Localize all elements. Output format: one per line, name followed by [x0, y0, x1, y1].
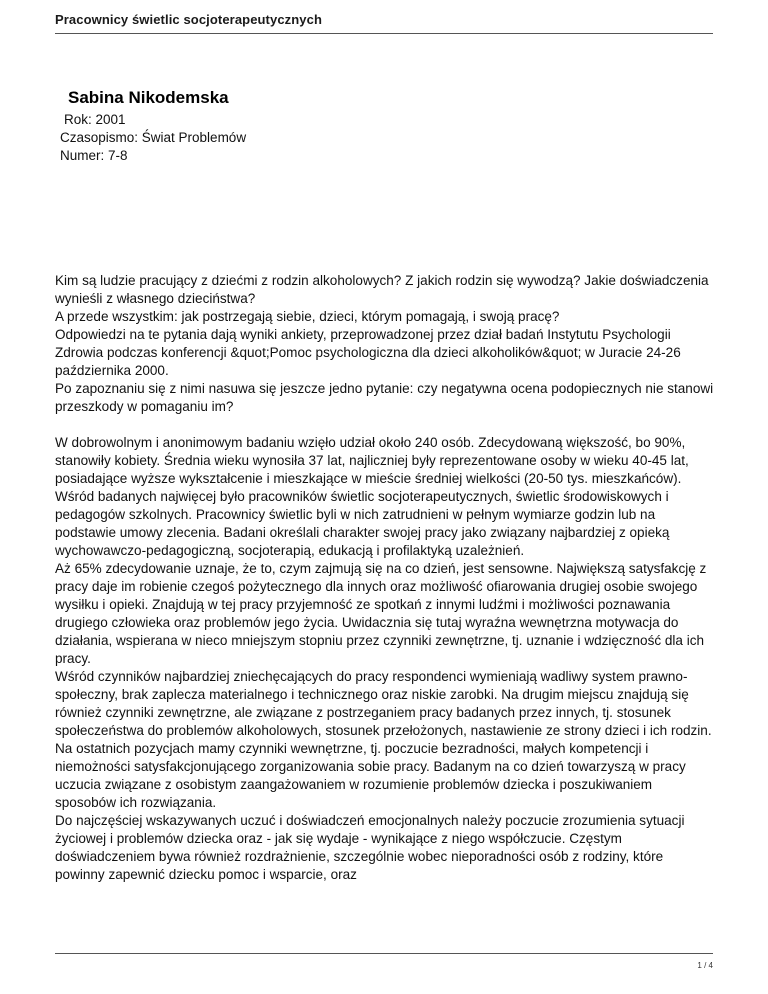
intro-text: Kim są ludzie pracujący z dziećmi z rodzin alkoholowych? Z jakich rodzin się wywodzą? Jakie doświadczenia wynieśli z własnego dzieciństwa? A przede wszystkim: jak postrzegają siebie, dzieci, którym pomagają, i swoją pracę? Odpowiedzi na te pytania dają wyniki ankiety, przeprowadzonej przez dział badań Instytutu Psychologii Zdrowia podczas konferencji &quot;Pomoc psychologiczna dla dzieci alkoholików&quot; w Juracie 24-26 października 2000. Po zapoznaniu się z nimi nasuwa się jeszcze jedno pytanie: czy negatywna ocena podopiecznych nie stanowi przeszkody w pomaganiu im?	[55, 273, 714, 414]
running-header: Pracownicy świetlic socjoterapeutycznych	[55, 12, 322, 27]
article-body	[55, 272, 715, 902]
intro-paragraph	[55, 272, 715, 416]
page-number: 1 / 4	[697, 961, 713, 970]
article-issue: Numer: 7-8	[60, 148, 128, 163]
header-divider	[55, 33, 713, 34]
footer-divider	[55, 953, 713, 954]
article-magazine: Czasopismo: Świat Problemów	[60, 130, 247, 145]
article-year: Rok: 2001	[64, 112, 126, 127]
article-author: Sabina Nikodemska	[68, 88, 229, 107]
results-text: W dobrowolnym i anonimowym badaniu wzięło udział około 240 osób. Zdecydowaną większość, bo 90%, stanowiły kobiety. Średnia wieku wynosiła 37 lat, najliczniej były reprezentowane osoby w wieku 40-45 lat, posiadające wyższe wykształcenie i mieszkające w mieście średniej wielkości (20-50 tys. mieszkańców). Wśród badanych najwięcej było pracowników świetlic socjoterapeutycznych, świetlic środowiskowych i pedagogów szkolnych. Pracownicy świetlic byli w nich zatrudnieni w pełnym wymiarze godzin lub na podstawie umowy zlecenia. Badani określali charakter swojej pracy jako związany najbardziej z opieką wychowawczo-pedagogiczną, socjoterapią, edukacją i profilaktyką uzależnień. Aż 65% zdecydowanie uznaje, że to, czym zajmują się na co dzień, jest sensowne. Największą satysfakcję z pracy daje im robienie czegoś pożytecznego dla innych oraz możliwość ofiarowania drugiej osobie swojego wysiłku i opieki. Znajdują w tej pracy przyjemność ze spotkań z innymi ludźmi i możliwości poznawania drugiego człowieka oraz problemów jego życia. Uwidacznia się tutaj wyraźna wewnętrzna motywacja do działania, wspierana w nieco mniejszym stopniu przez czynniki zewnętrzne, tj. uznanie i wdzięczność dla ich pracy. Wśród czynników najbardziej zniechęcających do pracy respondenci wymieniają wadliwy system prawno-społeczny, brak zaplecza materialnego i technicznego oraz niskie zarobki. Na drugim miejscu znajdują się również czynniki zewnętrzne, ale związane z postrzeganiem pracy badanych przez innych, tj. stosunek społeczeństwa do problemów alkoholowych, stosunek przełożonych, nastawienie ze strony dzieci i ich rodzin. Na ostatnich pozycjach mamy czynniki wewnętrzne, tj. poczucie bezradności, małych kompetencji i niemożności satysfakcjonującego zorganizowania sobie pracy. Badanym na co dzień towarzyszą w pracy uczucia związane z osobistym zaangażowaniem w rozumienie problemów dziecka i poszukiwaniem sposobów ich rozwiązania. Do najczęściej wskazywanych uczuć i doświadczeń emocjonalnych należy poczucie zrozumienia sytuacji życiowej i problemów dziecka oraz - jak się wydaje - wynikające z niego współczucie. Częstym doświadczeniem bywa również rozdrażnienie, szczególnie wobec nieporadności osób z rodziny, które powinny zapewnić dziecku pomoc i wsparcie, oraz	[55, 435, 712, 882]
results-paragraph	[55, 434, 715, 884]
article-metadata	[60, 111, 246, 165]
